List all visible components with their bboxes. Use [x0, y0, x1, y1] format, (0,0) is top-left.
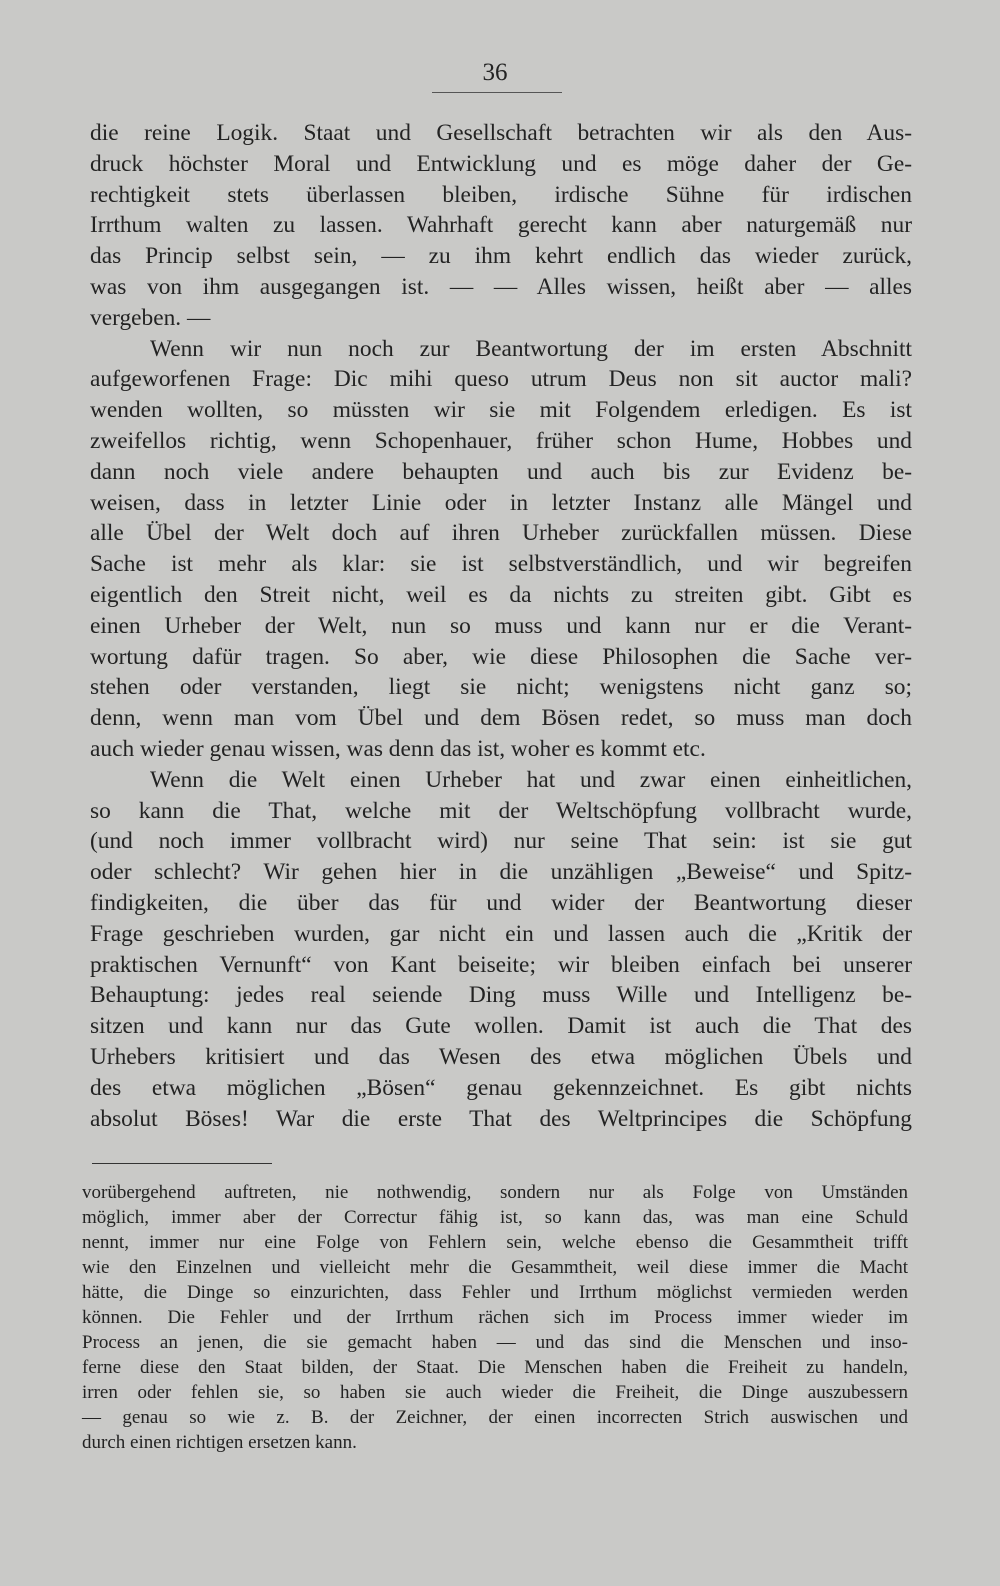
footnote-line: können. Die Fehler und der Irrthum rächen sich im Process immer wieder im [82, 1307, 908, 1328]
text-line: so kann die That, welche mit der Weltschöpfung vollbracht wurde, [90, 797, 912, 824]
text-line: denn, wenn man vom Übel und dem Bösen redet, so muss man doch [90, 705, 912, 732]
text-line: Urhebers kritisiert und das Wesen des etwa möglichen Übels und [90, 1043, 912, 1070]
text-line: dann noch viele andere behaupten und auch bis zur Evidenz be- [90, 458, 912, 485]
footnote-line: ferne diese den Staat bilden, der Staat. Die Menschen haben die Freiheit zu handeln, [82, 1357, 908, 1378]
footnote-line: wie den Einzelnen und vielleicht mehr die Gesammtheit, weil diese immer die Macht [82, 1257, 908, 1278]
text-line: das Princip selbst sein, — zu ihm kehrt endlich das wieder zurück, [90, 243, 912, 270]
text-line: die reine Logik. Staat und Gesellschaft betrachten wir als den Aus- [90, 120, 912, 146]
text-line: was von ihm ausgegangen ist. — — Alles wissen, heißt aber — alles [90, 273, 912, 300]
text-line: einen Urheber der Welt, nun so muss und kann nur er die Verant- [90, 612, 912, 639]
text-line: vergeben. — [90, 304, 211, 331]
text-line: aufgeworfenen Frage: Dic mihi queso utrum Deus non sit auctor mali? [90, 366, 912, 393]
text-line: rechtigkeit stets überlassen bleiben, irdische Sühne für irdischen [90, 181, 912, 208]
text-line: des etwa möglichen „Bösen“ genau gekennzeichnet. Es gibt nichts [90, 1074, 912, 1101]
footnote-line: Process an jenen, die sie gemacht haben — und das sind die Menschen und inso- [82, 1332, 908, 1353]
footnote-line: hätte, die Dinge so einzurichten, dass Fehler und Irrthum möglichst vermieden werden [82, 1282, 908, 1303]
text-line: Sache ist mehr als klar: sie ist selbstverständlich, und wir begreifen [90, 551, 912, 578]
page-number-rule [432, 92, 562, 93]
text-line: alle Übel der Welt doch auf ihren Urheber zurückfallen müssen. Diese [90, 520, 912, 547]
text-line: zweifellos richtig, wenn Schopenhauer, früher schon Hume, Hobbes und [90, 427, 912, 454]
main-text [90, 118, 912, 1134]
text-line: weisen, dass in letzter Linie oder in letzter Instanz alle Mängel und [90, 489, 912, 516]
footnote-separator [92, 1163, 272, 1164]
text-line: druck höchster Moral und Entwicklung und es möge daher der Ge- [90, 150, 912, 177]
text-line: auch wieder genau wissen, was denn das ist, woher es kommt etc. [90, 735, 706, 762]
text-line: wenden wollten, so müssten wir sie mit Folgendem erledigen. Es ist [90, 397, 912, 424]
text-line: absolut Böses! War die erste That des Weltprincipes die Schöpfung [90, 1105, 912, 1132]
footnote-line: irren oder fehlen sie, so haben sie auch wieder die Freiheit, die Dinge auszubessern [82, 1382, 908, 1403]
text-line: Wenn die Welt einen Urheber hat und zwar einen einheitlichen, [150, 766, 912, 793]
text-line: Behauptung: jedes real seiende Ding muss Wille und Intelligenz be- [90, 982, 912, 1009]
footnote-line: — genau so wie z. B. der Zeichner, der einen incorrecten Strich auswischen und [82, 1407, 908, 1428]
footnote-text [82, 1180, 908, 1455]
footnote-line: möglich, immer aber der Correctur fähig ist, so kann das, was man eine Schuld [82, 1207, 908, 1228]
text-line: eigentlich den Streit nicht, weil es da nichts zu streiten gibt. Gibt es [90, 581, 912, 608]
footnote-line: nennt, immer nur eine Folge von Fehlern sein, welche ebenso die Gesammtheit trifft [82, 1232, 908, 1253]
text-line: sitzen und kann nur das Gute wollen. Damit ist auch die That des [90, 1013, 912, 1040]
text-line: (und noch immer vollbracht wird) nur seine That sein: ist sie gut [90, 828, 912, 855]
page-number: 36 [482, 59, 508, 86]
text-line: findigkeiten, die über das für und wider der Beantwortung dieser [90, 889, 912, 916]
text-line: Wenn wir nun noch zur Beantwortung der im ersten Abschnitt [150, 335, 912, 362]
footnote-line: vorübergehend auftreten, nie nothwendig, sondern nur als Folge von Umständen [82, 1182, 908, 1203]
text-line: Irrthum walten zu lassen. Wahrhaft gerecht kann aber naturgemäß nur [90, 212, 912, 239]
text-line: oder schlecht? Wir gehen hier in die unzähligen „Beweise“ und Spitz- [90, 859, 912, 886]
text-line: wortung dafür tragen. So aber, wie diese Philosophen die Sache ver- [90, 643, 912, 670]
text-line: praktischen Vernunft“ von Kant beiseite; wir bleiben einfach bei unserer [90, 951, 912, 978]
text-line: stehen oder verstanden, liegt sie nicht; wenigstens nicht ganz so; [90, 674, 912, 701]
footnote-line: durch einen richtigen ersetzen kann. [82, 1432, 357, 1453]
text-line: Frage geschrieben wurden, gar nicht ein und lassen auch die „Kritik der [90, 920, 912, 947]
